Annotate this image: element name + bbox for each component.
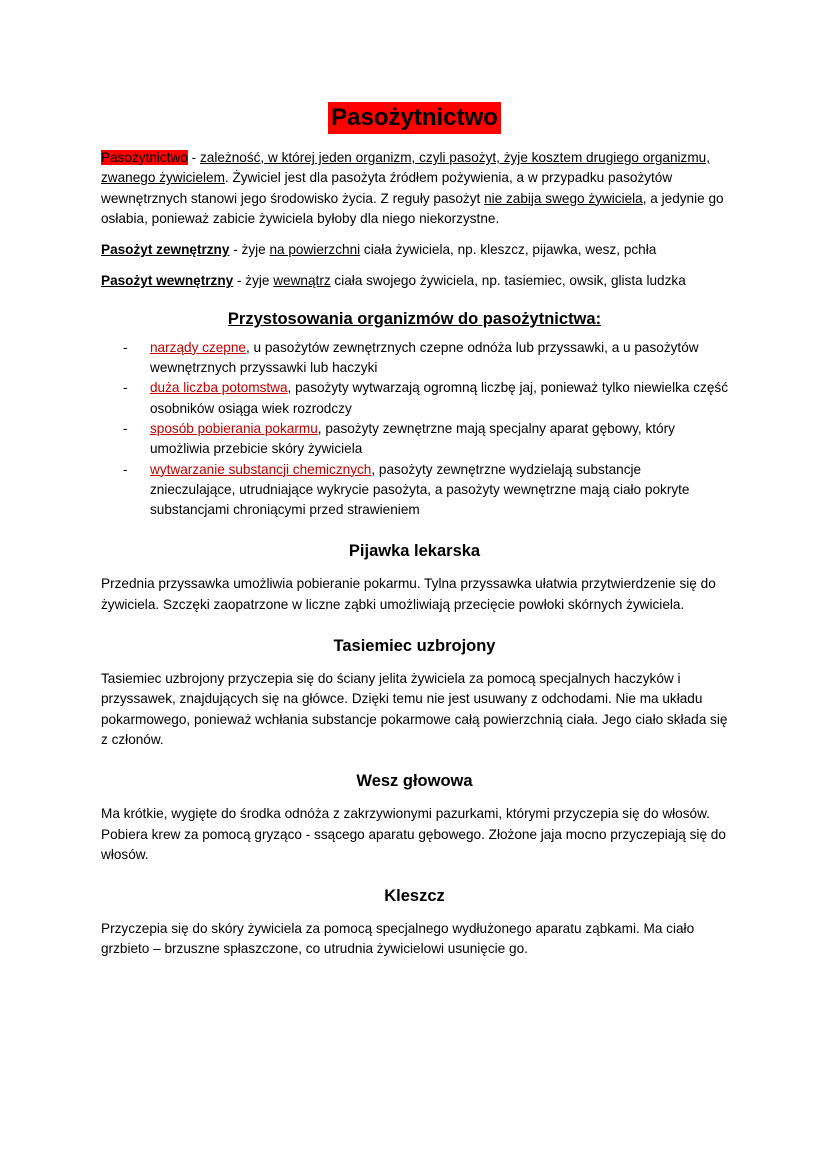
adaptations-heading-suffix: : [595, 309, 602, 328]
bullet-dash: - [123, 380, 128, 396]
page-title: Pasożytnictwo [328, 102, 501, 134]
definition-underlined: zależność, w której jeden organizm, czyli pasożyt, żyje kosztem drugiego organizmu, zwanego żywicielem [101, 150, 710, 186]
external-text-1: - żyje [229, 242, 270, 258]
adaptations-heading [101, 308, 728, 330]
internal-underlined: wewnątrz [273, 273, 331, 289]
adaptation-key: narządy czepne [150, 339, 246, 355]
adaptation-text: , pasożyty zewnętrzne wydzielają substancje znieczulające, utrudniające wykrycie pasożyta, a pasożyty wewnętrzne mają ciało pokryte substancjami chroniącymi przed strawieniem [150, 461, 690, 518]
adaptation-text: , pasożyty wytwarzają ogromną liczbę jaj, ponieważ tylko niewielka część osobników osiąga wiek rozrodczy [150, 380, 729, 416]
internal-parasite-paragraph [101, 271, 728, 291]
section-heading-tick: Kleszcz [384, 887, 445, 906]
section-text-leech: Przednia przyssawka umożliwia pobieranie pokarmu. Tylna przyssawka ułatwia przytwierdzenie się do żywiciela. Szczęki zaopatrzone w liczne ząbki umożliwiają przecięcie powłoki skórnych żywiciela. [101, 576, 716, 612]
list-item [101, 419, 728, 460]
section-heading-louse: Wesz głowowa [356, 772, 473, 791]
external-underlined: na powierzchni [269, 242, 361, 258]
adaptations-list [101, 338, 728, 521]
title-wrap [101, 102, 728, 134]
adaptation-text: , pasożyty zewnętrzne mają specjalny aparat gębowy, który umożliwia przebicie skóry żywiciela [150, 420, 675, 457]
bullet-dash: - [123, 461, 128, 477]
adaptation-text: , u pasożytów zewnętrznych czepne odnóża lub przyssawki, a u pasożytów wewnętrznych przyssawki lub haczyki [150, 339, 699, 376]
adaptation-key: duża liczba potomstwa [150, 380, 288, 396]
internal-text-1: - żyje [233, 273, 274, 289]
definition-text-3: , a jedynie go osłabia, ponieważ zabicie żywiciela byłoby dla niego niekorzystne. [101, 190, 724, 226]
section-text-tick: Przyczepia się do skóry żywiciela za pomocą specjalnego wydłużonego aparatu ząbkami. Ma ciało grzbieto – brzuszne spłaszczone, co utrudnia żywicielowi usunięcie go. [101, 921, 695, 957]
adaptation-key: wytwarzanie substancji chemicznych [150, 461, 372, 477]
definition-term: Pasożytnictwo [101, 150, 188, 165]
adaptation-key: sposób pobierania pokarmu [150, 420, 318, 436]
section-heading-tapeworm: Tasiemiec uzbrojony [333, 637, 496, 656]
definition-text: . Żywiciel jest dla pasożyta źródłem pożywienia, a w przypadku pasożytów wewnętrznych stanowi jego środowisko życia. Z reguły pasożyt [101, 170, 673, 206]
definition-paragraph: Pasożytnictwo - zależność, w której jeden organizm, czyli pasożyt, żyje kosztem drugiego organizmu, zwanego żywicielem. Żywiciel jest dla pasożyta źródłem pożywienia, a w przypadku pasożytów wewnętrznych stanowi jego środowisko życia. Z reguły pasożyt nie zabija swego żywiciela, a jedynie go osłabia, ponieważ zabicie żywiciela byłoby dla niego niekorzystne. [101, 150, 724, 226]
list-item [101, 378, 728, 419]
internal-text-2: ciała swojego żywiciela, np. tasiemiec, owsik, glista ludzka [330, 273, 686, 289]
bullet-dash: - [123, 420, 128, 436]
section-text-tapeworm: Tasiemiec uzbrojony przyczepia się do ściany jelita żywiciela za pomocą specjalnych haczyków i przyssawek, znajdujących się na główce. Dzięki temu nie jest usuwany z odchodami. Nie ma układu pokarmowego, ponieważ wchłania substancje pokarmowe całą powierzchnią ciała. Jego ciało składa się z członów. [101, 671, 728, 747]
section-text-louse: Ma krótkie, wygięte do środka odnóża z zakrzywionymi pazurkami, którymi przyczepia się do włosów. Pobiera krew za pomocą gryząco - ssącego aparatu gębowego. Złożone jaja mocno przyczepiają się do włosów. [101, 806, 726, 862]
section-heading-leech: Pijawka lekarska [348, 542, 481, 561]
external-parasite-paragraph [101, 240, 728, 260]
list-item [101, 460, 728, 521]
list-item [101, 338, 728, 379]
adaptations-heading-text: Przystosowania organizmów do pasożytnictwa [227, 309, 596, 328]
bullet-dash: - [123, 339, 128, 355]
external-parasite-label: Pasożyt zewnętrzny [101, 242, 230, 258]
definition-underlined-2: nie zabija swego żywiciela [484, 190, 643, 206]
external-text-2: ciała żywiciela, np. kleszcz, pijawka, wesz, pchła [360, 242, 657, 258]
internal-parasite-label: Pasożyt wewnętrzny [101, 273, 234, 289]
